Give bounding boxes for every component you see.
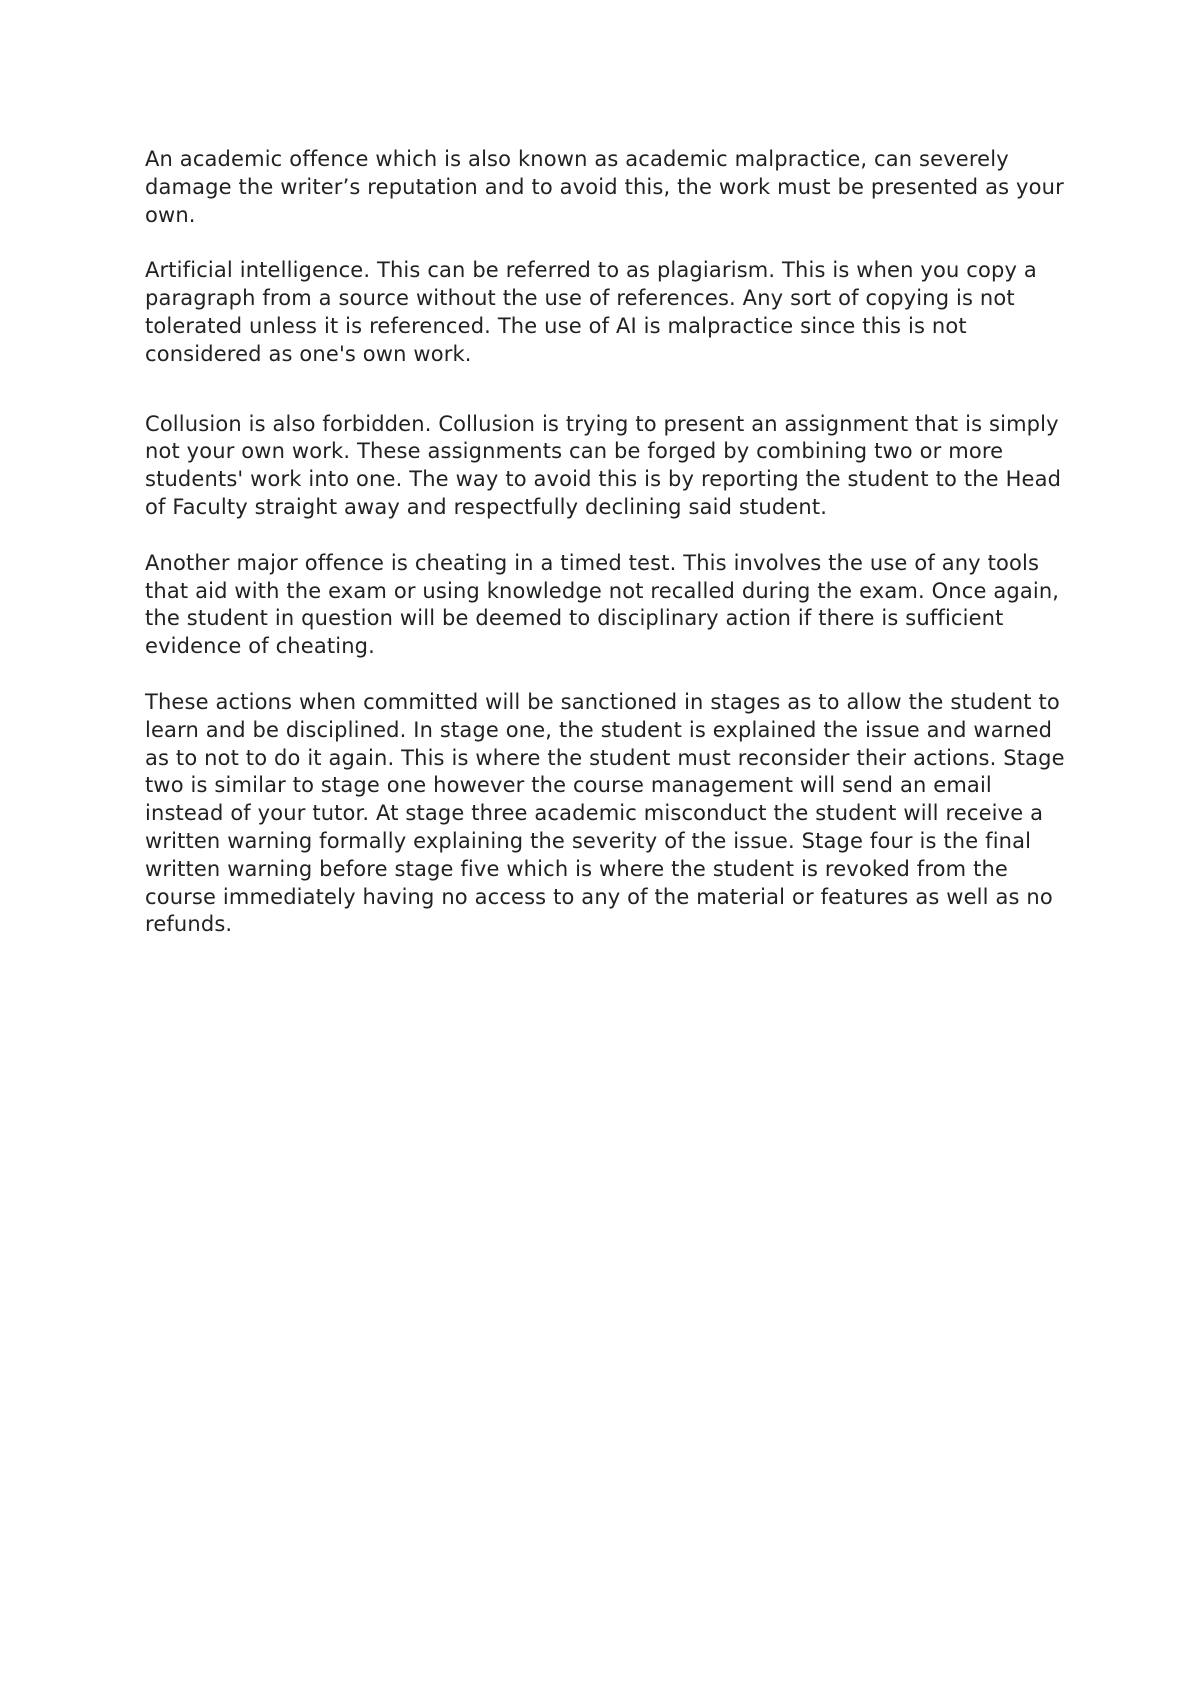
paragraph-collusion: Collusion is also forbidden. Collusion is trying to present an assignment that is simply not your own work. These assignments can be forged by combining two or more students' work into one. The way to avoid this is by reporting the student to the Head of Faculty straight away and respectfully declining said student. xyxy=(145,411,1062,519)
paragraph-academic-offence: An academic offence which is also known as academic malpractice, can severely damage the writer’s reputation and to avoid this, the work must be presented as your own. xyxy=(145,147,1064,227)
paragraph-sanction-stages: These actions when committed will be sanctioned in stages as to allow the student to learn and be disciplined. In stage one, the student is explained the issue and warned as to not to do it again. This is where the student must reconsider their actions. Stage two is similar to stage one however the course management will send an email instead of your tutor. At stage three academic misconduct the student will receive a written warning formally explaining the severity of the issue. Stage four is the final written warning before stage five which is where the student is revoked from the course immediately having no access to any of the material or features as well as no refunds. xyxy=(145,689,1065,937)
document-body xyxy=(145,146,1065,967)
paragraph-artificial-intelligence: Artificial intelligence. This can be referred to as plagiarism. This is when you copy a paragraph from a source without the use of references. Any sort of copying is not tolerated unless it is referenced. The use of AI is malpractice since this is not considered as one's own work. xyxy=(145,258,1037,366)
paragraph-cheating: Another major offence is cheating in a timed test. This involves the use of any tools that aid with the exam or using knowledge not recalled during the exam. Once again, the student in question will be deemed to disciplinary action if there is sufficient evidence of cheating. xyxy=(145,550,1060,659)
